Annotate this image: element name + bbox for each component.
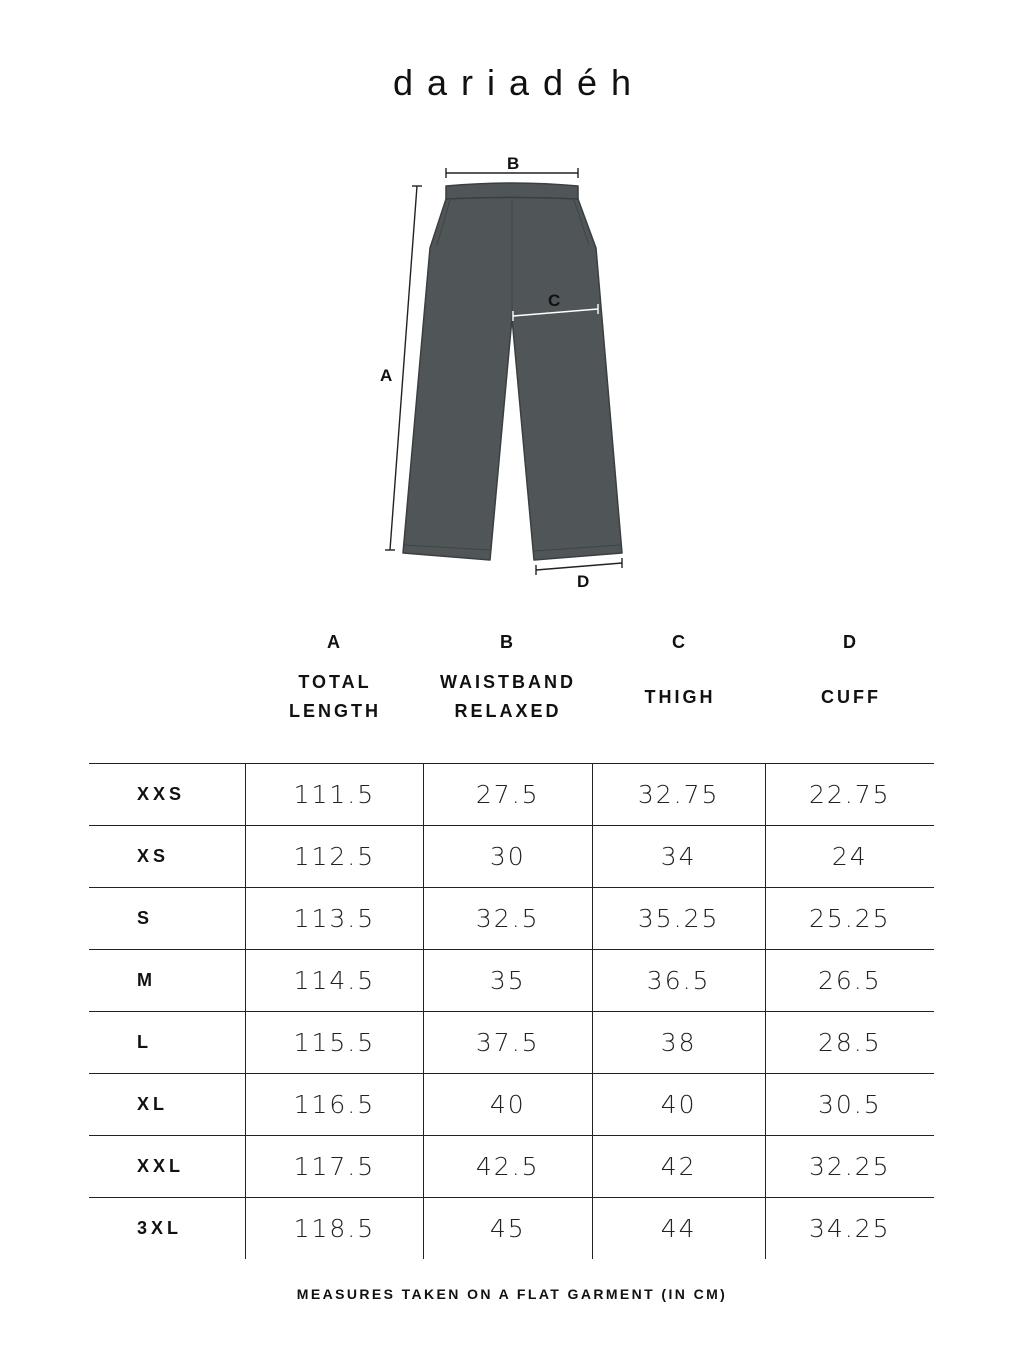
cell-thigh: 40 — [592, 1074, 765, 1136]
cell-cuff: 26.5 — [765, 950, 934, 1012]
cell-total-length: 114.5 — [245, 950, 423, 1012]
table-row — [89, 1012, 934, 1074]
cell-waistband: 40 — [423, 1074, 592, 1136]
table-row — [89, 950, 934, 1012]
cell-waistband: 35 — [423, 950, 592, 1012]
size-label: XXS — [89, 764, 245, 826]
pants-diagram — [370, 145, 640, 595]
cell-thigh: 34 — [592, 826, 765, 888]
cell-waistband: 37.5 — [423, 1012, 592, 1074]
cell-total-length: 112.5 — [245, 826, 423, 888]
cell-thigh: 42 — [592, 1136, 765, 1198]
brand-logo: dariadéh — [392, 62, 646, 103]
header-letter-b: B — [500, 632, 516, 652]
header-total-length — [285, 628, 385, 728]
cell-cuff: 32.25 — [765, 1136, 934, 1198]
cell-waistband: 30 — [423, 826, 592, 888]
table-row — [89, 826, 934, 888]
cell-waistband: 32.5 — [423, 888, 592, 950]
header-letter-d: D — [843, 632, 859, 652]
header-name-total-length: TOTAL LENGTH — [289, 672, 381, 721]
cell-waistband: 27.5 — [423, 764, 592, 826]
size-label: S — [89, 888, 245, 950]
cell-total-length: 113.5 — [245, 888, 423, 950]
size-table — [89, 763, 934, 1259]
cell-waistband: 42.5 — [423, 1136, 592, 1198]
cell-cuff: 30.5 — [765, 1074, 934, 1136]
measure-d-label: D — [577, 572, 590, 591]
header-waistband-relaxed — [440, 628, 576, 728]
measure-c-label: C — [548, 291, 561, 310]
cell-thigh: 38 — [592, 1012, 765, 1074]
footer-note: MEASURES TAKEN ON A FLAT GARMENT (IN CM) — [296, 1286, 728, 1302]
cell-total-length: 117.5 — [245, 1136, 423, 1198]
table-row — [89, 888, 934, 950]
cell-waistband: 45 — [423, 1198, 592, 1260]
table-row — [89, 1198, 934, 1260]
cell-cuff: 24 — [765, 826, 934, 888]
size-label: 3XL — [89, 1198, 245, 1260]
measure-a-label: A — [380, 366, 393, 385]
cell-total-length: 115.5 — [245, 1012, 423, 1074]
cell-total-length: 111.5 — [245, 764, 423, 826]
cell-thigh: 44 — [592, 1198, 765, 1260]
table-row — [89, 1136, 934, 1198]
header-cuff — [801, 628, 901, 728]
cell-thigh: 32.75 — [592, 764, 765, 826]
cell-thigh: 36.5 — [592, 950, 765, 1012]
cell-thigh: 35.25 — [592, 888, 765, 950]
measure-b-label: B — [507, 154, 520, 173]
header-name-waistband-relaxed: WAISTBAND RELAXED — [440, 672, 576, 721]
cell-cuff: 34.25 — [765, 1198, 934, 1260]
size-label: L — [89, 1012, 245, 1074]
header-letter-c: C — [672, 632, 688, 652]
cell-cuff: 22.75 — [765, 764, 934, 826]
size-label: M — [89, 950, 245, 1012]
table-row — [89, 764, 934, 826]
cell-cuff: 25.25 — [765, 888, 934, 950]
header-name-thigh: THIGH — [644, 686, 716, 707]
header-name-cuff: CUFF — [821, 686, 881, 707]
table-row — [89, 1074, 934, 1136]
header-letter-a: A — [327, 632, 343, 652]
size-label: XL — [89, 1074, 245, 1136]
header-thigh — [630, 628, 730, 728]
cell-cuff: 28.5 — [765, 1012, 934, 1074]
size-label: XXL — [89, 1136, 245, 1198]
size-label: XS — [89, 826, 245, 888]
cell-total-length: 116.5 — [245, 1074, 423, 1136]
cell-total-length: 118.5 — [245, 1198, 423, 1260]
